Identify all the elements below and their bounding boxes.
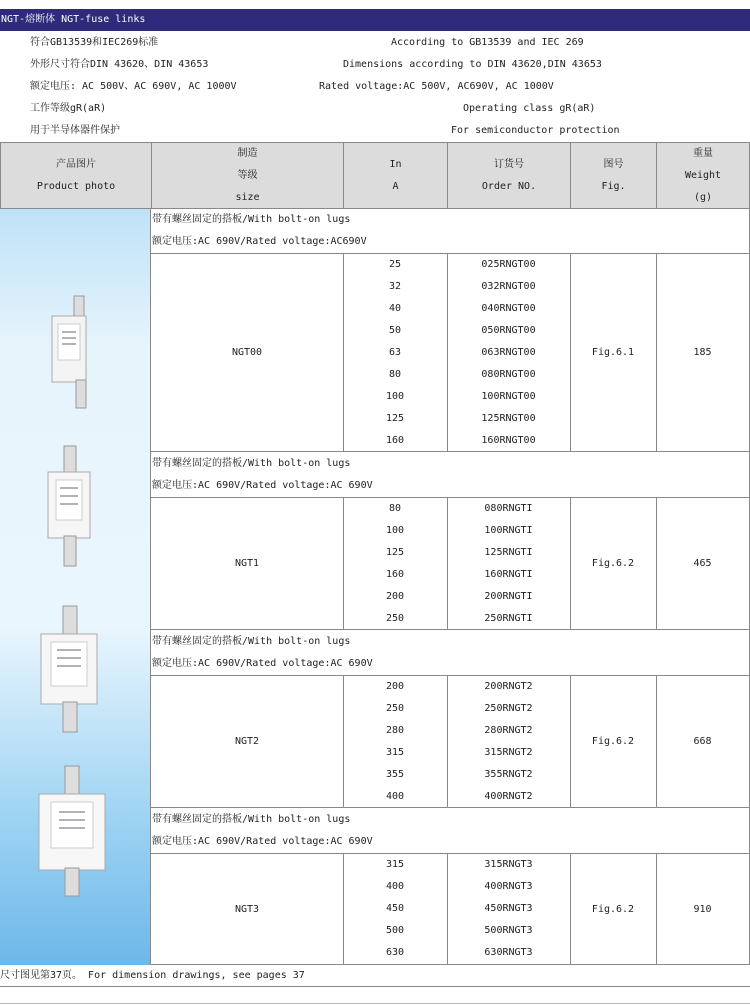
- in-value: 400: [385, 881, 405, 892]
- order-number: 200RNGTI: [484, 591, 533, 602]
- in-column: [343, 253, 448, 452]
- in-value: 50: [388, 325, 402, 336]
- in-column: [343, 675, 448, 808]
- order-number: 450RNGT3: [484, 903, 533, 914]
- info-row-voltage: [0, 76, 750, 98]
- order-column: [447, 853, 571, 965]
- info-en: According to GB13539 and IEC 269: [391, 37, 584, 48]
- info-en: Operating class gR(aR): [463, 103, 596, 114]
- in-column: [343, 497, 448, 630]
- page-title: NGT-熔断体 NGT-fuse links: [0, 9, 750, 31]
- order-number: 080RNGT00: [481, 369, 536, 380]
- bottom-divider: [0, 1003, 750, 1004]
- header-size: 制造 等级 size: [151, 142, 344, 209]
- in-value: 80: [388, 369, 402, 380]
- weight-cell: 185: [656, 253, 750, 452]
- order-column: [447, 675, 571, 808]
- in-value: 250: [385, 703, 405, 714]
- info-cn: 符合GB13539和IEC269标准: [30, 37, 159, 48]
- in-value: 25: [388, 259, 402, 270]
- size-cell: NGT3: [151, 853, 344, 965]
- in-value: 125: [385, 413, 405, 424]
- fig-cell: Fig.6.2: [570, 675, 657, 808]
- order-number: 100RNGTI: [484, 525, 533, 536]
- in-value: 40: [388, 303, 402, 314]
- order-number: 400RNGT3: [484, 881, 533, 892]
- order-number: 050RNGT00: [481, 325, 536, 336]
- product-photo: [0, 209, 151, 965]
- fig-cell: Fig.6.2: [570, 497, 657, 630]
- in-column: [343, 853, 448, 965]
- in-value: 63: [388, 347, 402, 358]
- in-value: 450: [385, 903, 405, 914]
- size-cell: NGT00: [151, 253, 344, 452]
- order-number: 630RNGT3: [484, 947, 533, 958]
- info-en: Dimensions according to DIN 43620,DIN 43653: [343, 59, 602, 70]
- group-caption-lugs: 带有螺丝固定的搭板/With bolt-on lugs: [152, 814, 351, 825]
- group-caption-lugs: 带有螺丝固定的搭板/With bolt-on lugs: [152, 636, 351, 647]
- order-number: 160RNGTI: [484, 569, 533, 580]
- order-number: 080RNGTI: [484, 503, 533, 514]
- in-value: 250: [385, 613, 405, 624]
- info-en: Rated voltage:AC 500V, AC690V, AC 1000V: [319, 81, 554, 92]
- header-photo: 产品图片 Product photo: [0, 142, 152, 209]
- order-number: 500RNGT3: [484, 925, 533, 936]
- in-value: 80: [388, 503, 402, 514]
- weight-cell: 668: [656, 675, 750, 808]
- in-value: 280: [385, 725, 405, 736]
- group-caption-voltage: 额定电压:AC 690V/Rated voltage:AC 690V: [152, 836, 373, 847]
- in-value: 355: [385, 769, 405, 780]
- order-number: 315RNGT2: [484, 747, 533, 758]
- order-number: 200RNGT2: [484, 681, 533, 692]
- in-value: 200: [385, 591, 405, 602]
- order-column: [447, 497, 571, 630]
- size-cell: NGT2: [151, 675, 344, 808]
- in-value: 315: [385, 859, 405, 870]
- info-row-usage: [0, 120, 750, 142]
- info-cn: 额定电压: AC 500V、AC 690V, AC 1000V: [30, 81, 237, 92]
- footer-note: 尺寸图见第37页。 For dimension drawings, see pages 37: [0, 965, 750, 987]
- header-fig: 图号 Fig.: [570, 142, 657, 209]
- order-column: [447, 253, 571, 452]
- in-value: 160: [385, 569, 405, 580]
- in-value: 630: [385, 947, 405, 958]
- order-number: 355RNGT2: [484, 769, 533, 780]
- fig-cell: Fig.6.2: [570, 853, 657, 965]
- order-number: 250RNGTI: [484, 613, 533, 624]
- in-value: 100: [385, 525, 405, 536]
- header-in: In A: [343, 142, 448, 209]
- order-number: 125RNGT00: [481, 413, 536, 424]
- order-number: 315RNGT3: [484, 859, 533, 870]
- fuse-ngt00-image: [40, 294, 100, 414]
- info-cn: 外形尺寸符合DIN 43620、DIN 43653: [30, 59, 209, 70]
- in-value: 125: [385, 547, 405, 558]
- group-caption-voltage: 额定电压:AC 690V/Rated voltage:AC 690V: [152, 480, 373, 491]
- header-order: 订货号 Order NO.: [447, 142, 571, 209]
- info-row-class: [0, 98, 750, 120]
- order-number: 100RNGT00: [481, 391, 536, 402]
- fig-cell: Fig.6.1: [570, 253, 657, 452]
- fuse-ngt3-image: [35, 764, 110, 899]
- order-number: 063RNGT00: [481, 347, 536, 358]
- in-value: 32: [388, 281, 402, 292]
- info-cn: 工作等级gR(aR): [30, 103, 107, 114]
- order-number: 125RNGTI: [484, 547, 533, 558]
- in-value: 100: [385, 391, 405, 402]
- order-number: 025RNGT00: [481, 259, 536, 270]
- weight-cell: 910: [656, 853, 750, 965]
- group-caption-lugs: 带有螺丝固定的搭板/With bolt-on lugs: [152, 214, 351, 225]
- fuse-ngt1-image: [40, 444, 100, 569]
- in-value: 315: [385, 747, 405, 758]
- in-value: 200: [385, 681, 405, 692]
- order-number: 040RNGT00: [481, 303, 536, 314]
- order-number: 032RNGT00: [481, 281, 536, 292]
- info-row-standard: [0, 32, 750, 54]
- header-weight: 重量 Weight (g): [656, 142, 750, 209]
- info-en: For semiconductor protection: [451, 125, 620, 136]
- order-number: 160RNGT00: [481, 435, 536, 446]
- fuse-ngt2-image: [35, 604, 105, 734]
- order-number: 400RNGT2: [484, 791, 533, 802]
- group-caption-lugs: 带有螺丝固定的搭板/With bolt-on lugs: [152, 458, 351, 469]
- info-row-dimensions: [0, 54, 750, 76]
- order-number: 280RNGT2: [484, 725, 533, 736]
- weight-cell: 465: [656, 497, 750, 630]
- in-value: 160: [385, 435, 405, 446]
- order-number: 250RNGT2: [484, 703, 533, 714]
- product-table: [0, 142, 750, 965]
- size-cell: NGT1: [151, 497, 344, 630]
- in-value: 500: [385, 925, 405, 936]
- group-caption-voltage: 额定电压:AC 690V/Rated voltage:AC 690V: [152, 658, 373, 669]
- info-cn: 用于半导体器件保护: [30, 125, 120, 136]
- in-value: 400: [385, 791, 405, 802]
- group-caption-voltage: 额定电压:AC 690V/Rated voltage:AC690V: [152, 236, 367, 247]
